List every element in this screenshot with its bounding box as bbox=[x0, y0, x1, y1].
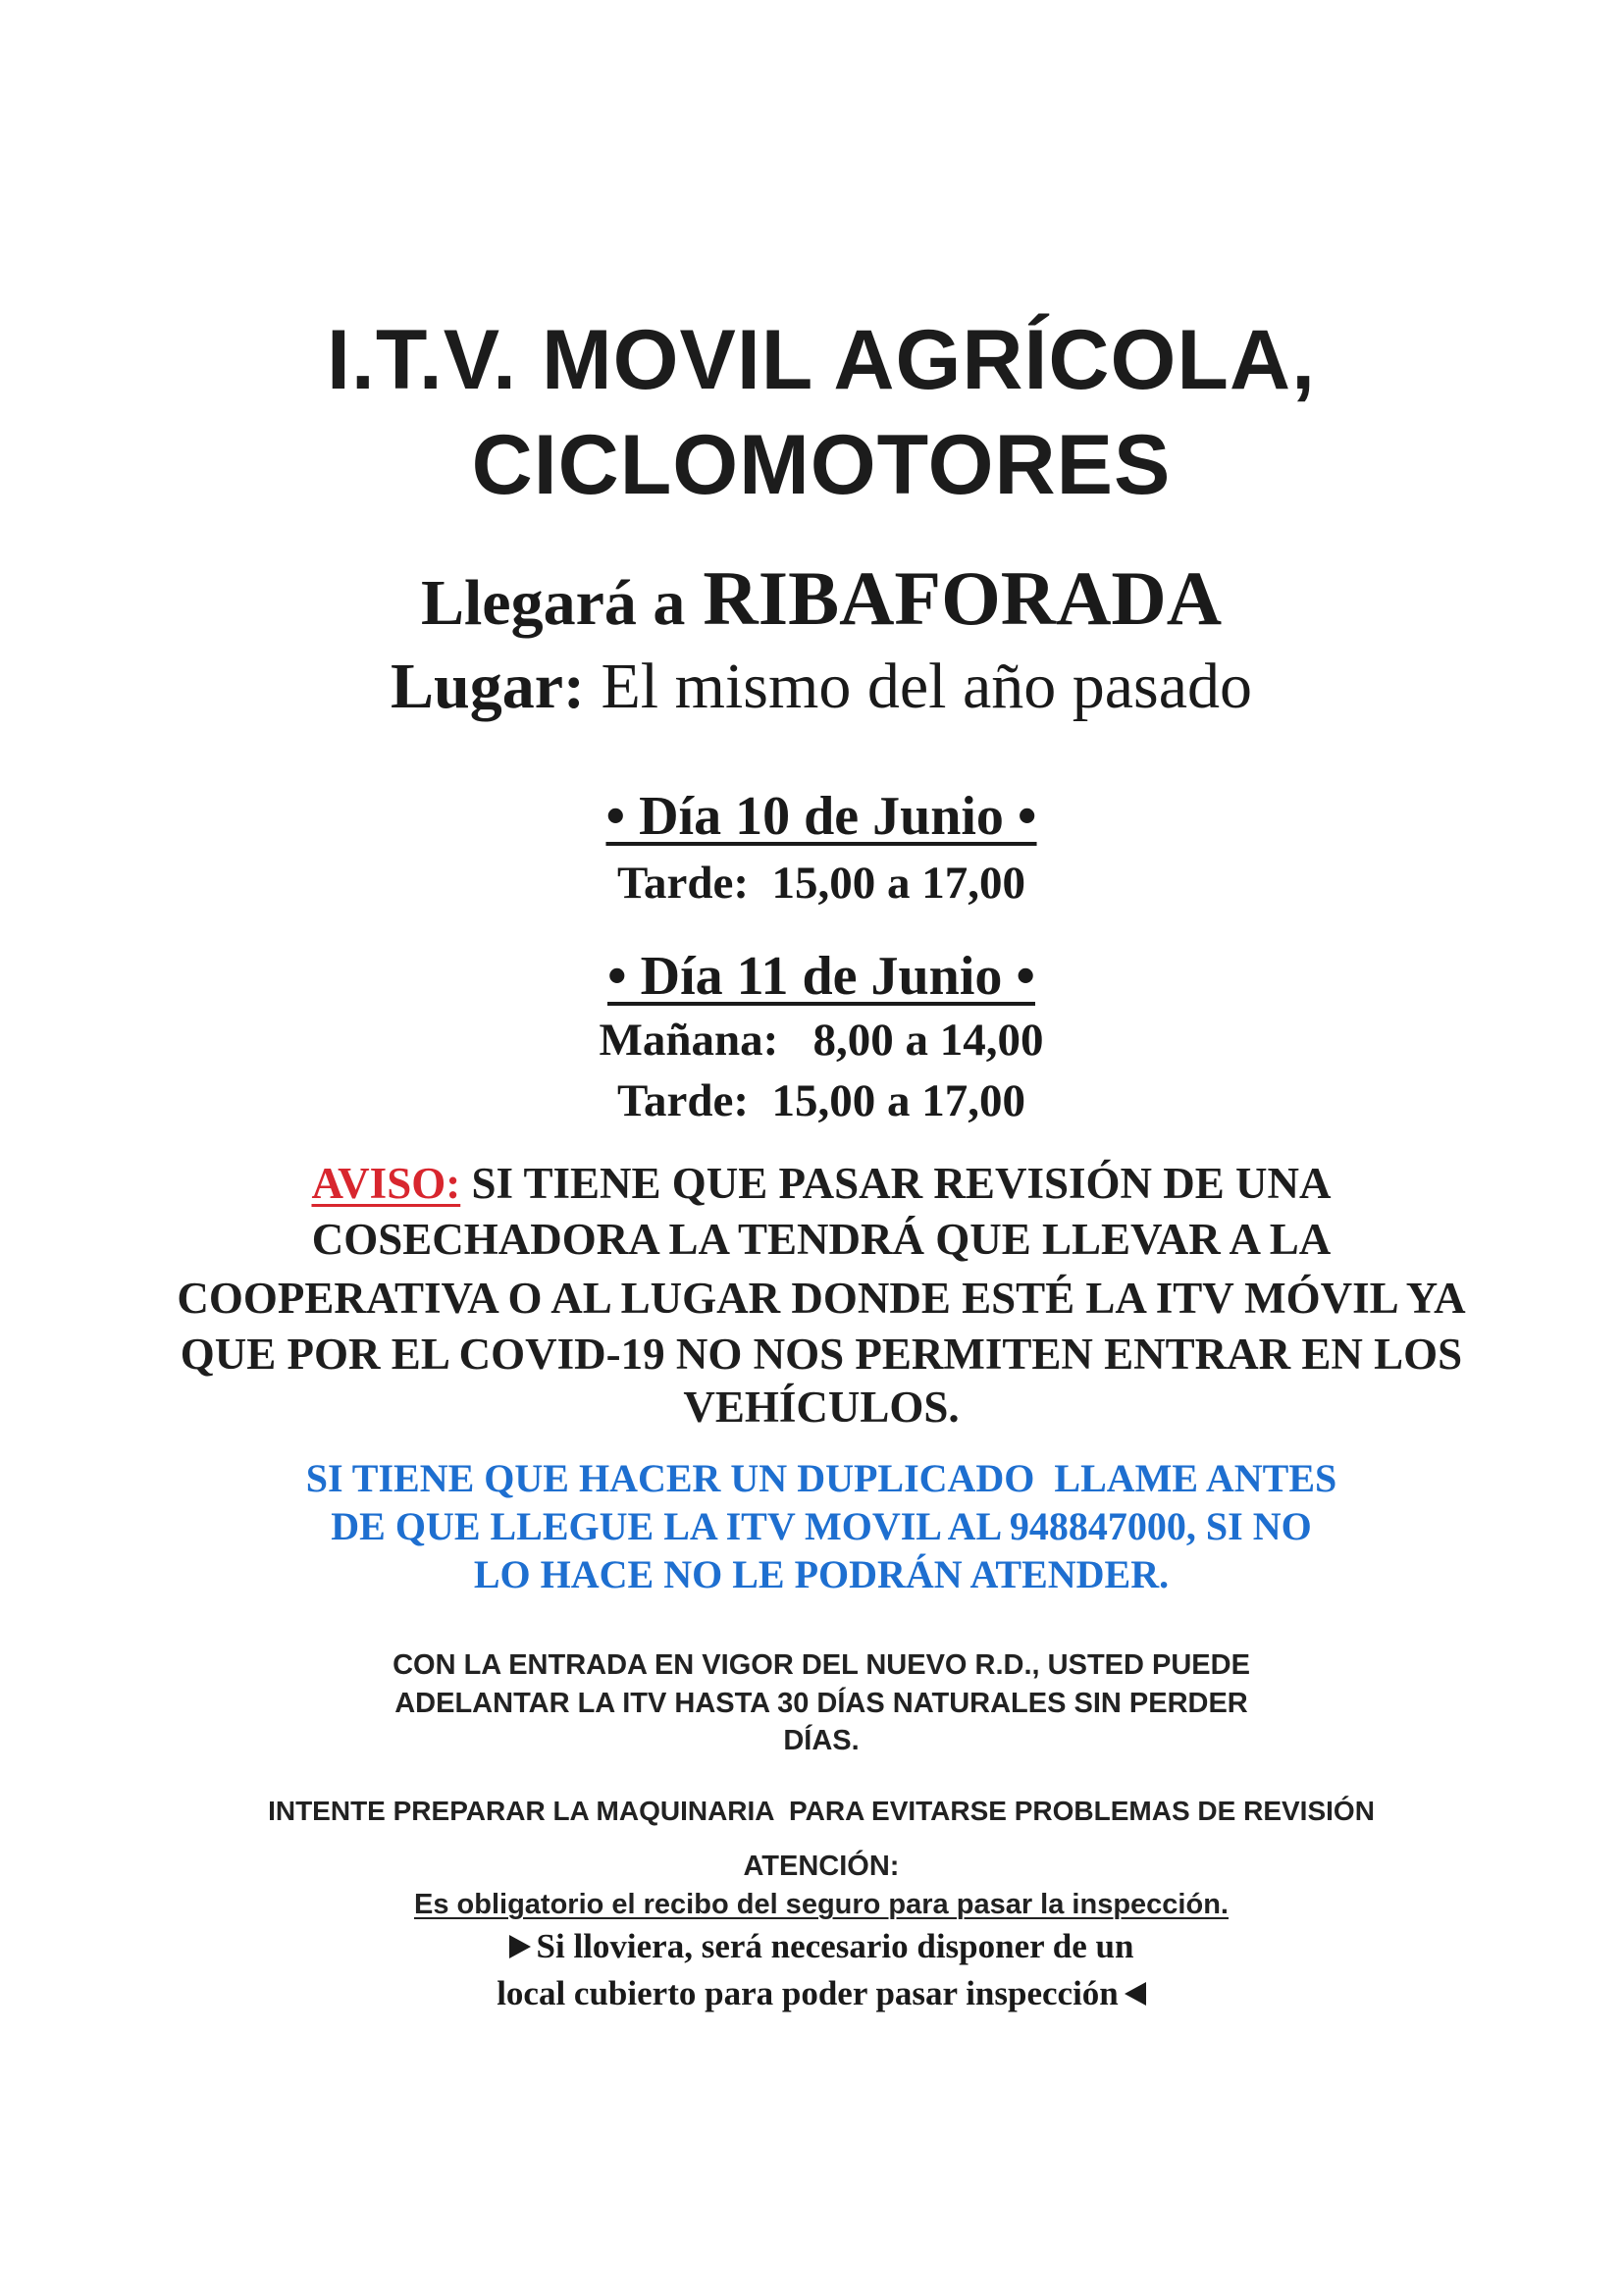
notice-line-4: QUE POR EL COVID-19 NO NOS PERMITEN ENTRAR EN LOS bbox=[180, 1330, 1463, 1379]
decree-line-3: DÍAS. bbox=[783, 1725, 860, 1756]
attention-label: ATENCIÓN: bbox=[743, 1851, 900, 1882]
duplicate-line-3: LO HACE NO LE PODRÁN ATENDER. bbox=[473, 1552, 1170, 1596]
day-11-title bbox=[10, 945, 1623, 1008]
day-11-morning-slot: Mañana: 8,00 a 14,00 bbox=[599, 1015, 1044, 1066]
duplicate-line-1: SI TIENE QUE HACER UN DUPLICADO LLAME ANTES bbox=[305, 1456, 1337, 1500]
notice-text-1: SI TIENE QUE PASAR REVISIÓN DE UNA bbox=[471, 1159, 1332, 1208]
place-value: El mismo del año pasado bbox=[601, 651, 1253, 722]
notice-line-1 bbox=[10, 1158, 1623, 1209]
rain-line-1 bbox=[10, 1927, 1623, 1966]
arrival-prefix: Llegará a bbox=[420, 567, 686, 639]
decree-line-1: CON LA ENTRADA EN VIGOR DEL NUEVO R.D., USTED PUEDE bbox=[393, 1649, 1250, 1681]
day-10-title-text: • Día 10 de Junio • bbox=[605, 786, 1037, 847]
notice-line-5: VEHÍCULOS. bbox=[683, 1383, 960, 1432]
day-10-afternoon-slot: Tarde: 15,00 a 17,00 bbox=[616, 858, 1026, 909]
notice-line-2: COSECHADORA LA TENDRÁ QUE LLEVAR A LA bbox=[311, 1215, 1332, 1264]
rain-text-1: Si lloviera, será necesario disponer de un bbox=[536, 1927, 1134, 1965]
decree-line-2: ADELANTAR LA ITV HASTA 30 DÍAS NATURALES SIN PERDER bbox=[394, 1688, 1248, 1719]
arrival-line bbox=[10, 554, 1623, 643]
title-line-2: CICLOMOTORES bbox=[471, 418, 1172, 512]
place-line bbox=[10, 650, 1623, 724]
rain-line-2 bbox=[10, 1974, 1623, 2013]
attention-line bbox=[10, 1889, 1623, 1921]
title-line-1: I.T.V. MOVIL AGRÍCOLA, bbox=[327, 313, 1316, 407]
insurance-requirement-text: Es obligatorio el recibo del seguro para pasar la inspección. bbox=[414, 1889, 1229, 1920]
prepare-machinery-text: INTENTE PREPARAR LA MAQUINARIA PARA EVITARSE PROBLEMAS DE REVISIÓN bbox=[268, 1796, 1375, 1826]
place-label: Lugar: bbox=[390, 651, 585, 722]
day-11-title-text: • Día 11 de Junio • bbox=[607, 946, 1035, 1007]
arrival-town: RIBAFORADA bbox=[703, 555, 1223, 641]
notice-line-3: COOPERATIVA O AL LUGAR DONDE ESTÉ LA ITV MÓVIL YA bbox=[177, 1274, 1466, 1323]
rain-text-2: local cubierto para poder pasar inspección bbox=[497, 1974, 1119, 2012]
notice-label: AVISO: bbox=[311, 1159, 461, 1208]
day-10-title bbox=[10, 785, 1623, 848]
day-11-afternoon-slot: Tarde: 15,00 a 17,00 bbox=[616, 1075, 1026, 1126]
triangle-left-icon bbox=[1125, 1982, 1146, 2006]
duplicate-line-2: DE QUE LLEGUE LA ITV MOVIL AL 948847000, SI NO bbox=[331, 1504, 1312, 1548]
triangle-right-icon bbox=[509, 1935, 531, 1958]
